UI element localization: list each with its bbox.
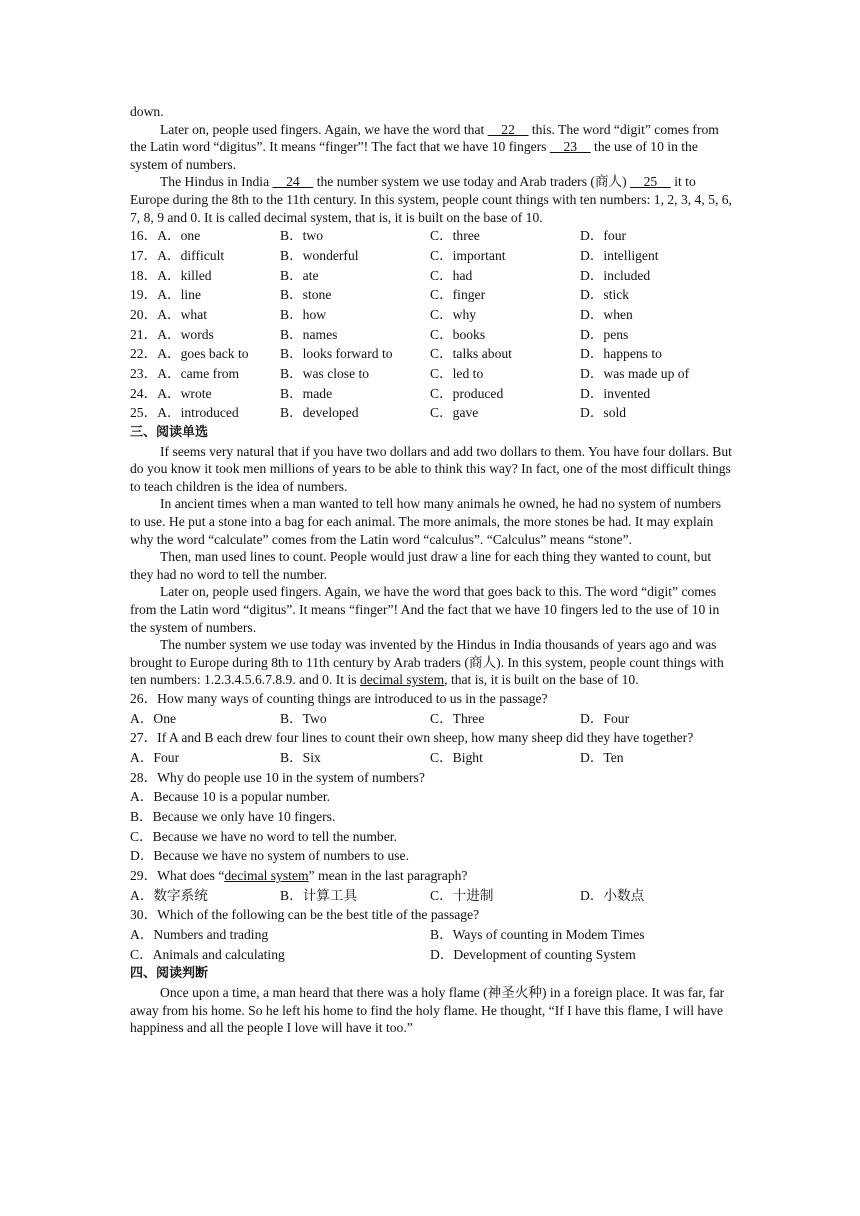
reading-paragraph-1: If seems very natural that if you have two dollars and add two dollars to them. You have four dollars. But do you know it took men millions of years to be able to think this way? In fact, one of the most difficult things to teach children is the idea of numbers. [130, 443, 732, 494]
question-number: 24． [130, 385, 158, 401]
option-row-21 [130, 325, 732, 345]
option-b: B．Two [280, 710, 327, 726]
option-a: A．数字系统 [130, 887, 208, 903]
option-row-25 [130, 403, 732, 423]
text-run: ” mean in the last paragraph? [308, 868, 468, 884]
option-a-text: A．goes back to [157, 346, 249, 362]
question-number: 22． [130, 346, 158, 362]
cloze-options [130, 226, 732, 423]
reading-paragraph-4: Later on, people used fingers. Again, we have the word that goes back to this. The word “digit” comes from the Latin word “digitus”. It means “finger”! And the fact that we have 10 fingers led to the use of 10 in the system of numbers. [130, 584, 720, 635]
option-c: C．Bight [430, 749, 483, 765]
option-a-text: A．killed [157, 267, 212, 283]
question-27-options [130, 748, 732, 768]
option-d: D．Ten [580, 749, 624, 765]
question-28-stem: 28．Why do people use 10 in the system of numbers? [130, 769, 425, 785]
passage-paragraph-fingers [130, 121, 732, 174]
option-b: B．计算工具 [280, 887, 358, 903]
option-row-19 [130, 285, 732, 305]
page-content [130, 103, 732, 1037]
option-b: B．names [280, 326, 338, 342]
option-a: A．Because 10 is a popular number. [130, 789, 331, 805]
option-c: C．talks about [430, 346, 512, 362]
option-row-17 [130, 246, 732, 266]
question-29-options [130, 886, 732, 906]
blank-25: 25 [630, 174, 671, 190]
text-run: The Hindus in India [160, 174, 273, 190]
option-c: C．led to [430, 366, 484, 382]
question-27-stem: 27．If A and B each drew four lines to count their own sheep, how many sheep did they have together? [130, 730, 694, 746]
reading-paragraph-3: Then, man used lines to count. People would just draw a line for each thing they wanted to count, but they had no word to tell the number. [130, 549, 712, 582]
option-c: C．gave [430, 405, 479, 421]
option-b: B．two [280, 228, 324, 244]
option-a: A．Numbers and trading [130, 927, 269, 943]
question-number: 25． [130, 405, 158, 421]
text-run: 29．What does “ [130, 868, 225, 884]
option-d: D．stick [580, 287, 630, 303]
option-a [130, 227, 280, 245]
section-title-reading-choice: 三、阅读单选 [130, 425, 209, 441]
option-row-22 [130, 344, 732, 364]
option-d: D．sold [580, 405, 627, 421]
option-b: B．how [280, 306, 327, 322]
option-a-text: A．what [157, 306, 208, 322]
option-a [130, 306, 280, 324]
option-b: B．stone [280, 287, 332, 303]
option-c: C．three [430, 228, 480, 244]
option-c: C．Because we have no word to tell the number. [130, 828, 397, 844]
option-c: C．finger [430, 287, 486, 303]
section-title-reading-judgement: 四、阅读判断 [130, 966, 209, 982]
text-run: the number system we use today and Arab traders (商人) [313, 174, 631, 190]
option-a [130, 365, 280, 383]
question-30-options-row-2 [130, 945, 732, 965]
question-number: 18． [130, 267, 158, 283]
option-row-23 [130, 364, 732, 384]
option-c: C．why [430, 306, 477, 322]
option-a [130, 247, 280, 265]
blank-22: 22 [487, 121, 529, 137]
option-b: B．was close to [280, 366, 370, 382]
option-d: D．included [580, 267, 651, 283]
question-26-options [130, 709, 732, 729]
underlined-term: decimal system [224, 868, 309, 884]
option-c: C．had [430, 267, 473, 283]
question-30-options-row-1 [130, 925, 732, 945]
question-number: 16． [130, 228, 158, 244]
blank-24: 24 [272, 174, 314, 190]
question-number: 20． [130, 306, 158, 322]
option-row-18 [130, 266, 732, 286]
option-a [130, 404, 280, 422]
option-a-text: A．one [157, 228, 201, 244]
blank-23: 23 [549, 139, 591, 155]
reading-paragraph-section4: Once upon a time, a man heard that there was a holy flame (神圣火种) in a foreign place. It was far, far away from his home. So he left his home to find the holy flame. He thought, “If I have this flame, I will have happiness and all the people I love will have it too.” [130, 985, 725, 1036]
option-d: D．Development of counting System [430, 946, 636, 962]
option-c: C．十进制 [430, 887, 494, 903]
passage-fragment: down. [130, 104, 164, 119]
option-a [130, 385, 280, 403]
option-a: A．Four [130, 749, 180, 765]
option-row-20 [130, 305, 732, 325]
text-run: it to Europe during the 8th to the 11th century. In this system, people count things with ten numbers: 1, 2, 3, 4, 5, 6, 7, 8, 9 and 0. It is called decimal system, that is, it is built on the base of 10. [130, 174, 732, 225]
option-a [130, 326, 280, 344]
option-a-text: A．wrote [157, 385, 212, 401]
text-run: Later on, people used fingers. Again, we have the word that [160, 121, 488, 137]
text-run: The number system we use today was invented by the Hindus in India thousands of years ago and was brought to Europe during 8th to 11th century by Arab traders (商人). In this system, people count things with ten numbers: 1.2.3.4.5.6.7.8.9. and 0. It is [130, 637, 724, 688]
text-run: this. The word “digit” comes from the Latin word “digitus”. It means “finger”! The fact that we have 10 fingers [130, 121, 719, 155]
option-d: D．pens [580, 326, 629, 342]
reading-paragraph-2: In ancient times when a man wanted to tell how many animals he owned, he had no system of numbers to use. He put a stone into a bag for each animal. The more animals, the more stones be had. It may explain why the word “calculate” comes from the Latin word “calculus”. “Calculus” means “stone”. [130, 496, 721, 547]
option-d: D．Four [580, 710, 630, 726]
option-d: D．intelligent [580, 247, 659, 263]
option-a [130, 267, 280, 285]
option-a [130, 345, 280, 363]
reading-paragraph-5 [130, 636, 732, 689]
option-c: C．produced [430, 385, 504, 401]
option-b: B．Six [280, 749, 321, 765]
option-d: D．was made up of [580, 366, 690, 382]
option-c: C．Three [430, 710, 485, 726]
option-a-text: A．came from [157, 366, 240, 382]
option-a-text: A．difficult [157, 247, 225, 263]
question-29-stem [130, 866, 732, 886]
question-number: 23． [130, 366, 158, 382]
option-row-24 [130, 384, 732, 404]
option-b: B．ate [280, 267, 319, 283]
question-number: 19． [130, 287, 158, 303]
option-b: B．wonderful [280, 247, 359, 263]
option-d: D．invented [580, 385, 651, 401]
option-b: B．Because we only have 10 fingers. [130, 809, 336, 825]
text-run: the use of 10 in the system of numbers. [130, 139, 698, 172]
option-d: D．Because we have no system of numbers to use. [130, 848, 409, 864]
underlined-term: decimal system [359, 672, 445, 688]
option-a [130, 286, 280, 304]
option-b: B．made [280, 385, 333, 401]
option-d: D．happens to [580, 346, 662, 362]
question-number: 21． [130, 326, 158, 342]
option-d: D．when [580, 306, 633, 322]
option-c: C．important [430, 247, 506, 263]
option-c: C．Animals and calculating [130, 946, 285, 962]
option-b: B．Ways of counting in Modem Times [430, 927, 645, 943]
option-row-16 [130, 226, 732, 246]
text-run: , that is, it is built on the base of 10. [444, 672, 639, 688]
option-d: D．小数点 [580, 887, 645, 903]
question-30-stem: 30．Which of the following can be the best title of the passage? [130, 907, 480, 923]
option-a-text: A．line [157, 287, 201, 303]
option-a-text: A．introduced [157, 405, 239, 421]
question-number: 17． [130, 247, 158, 263]
option-c: C．books [430, 326, 486, 342]
option-b: B．looks forward to [280, 346, 393, 362]
question-26-stem: 26．How many ways of counting things are introduced to us in the passage? [130, 690, 548, 706]
passage-paragraph-hindus [130, 173, 732, 226]
option-d: D．four [580, 228, 627, 244]
option-a-text: A．words [157, 326, 214, 342]
option-b: B．developed [280, 405, 359, 421]
option-a: A．One [130, 710, 177, 726]
